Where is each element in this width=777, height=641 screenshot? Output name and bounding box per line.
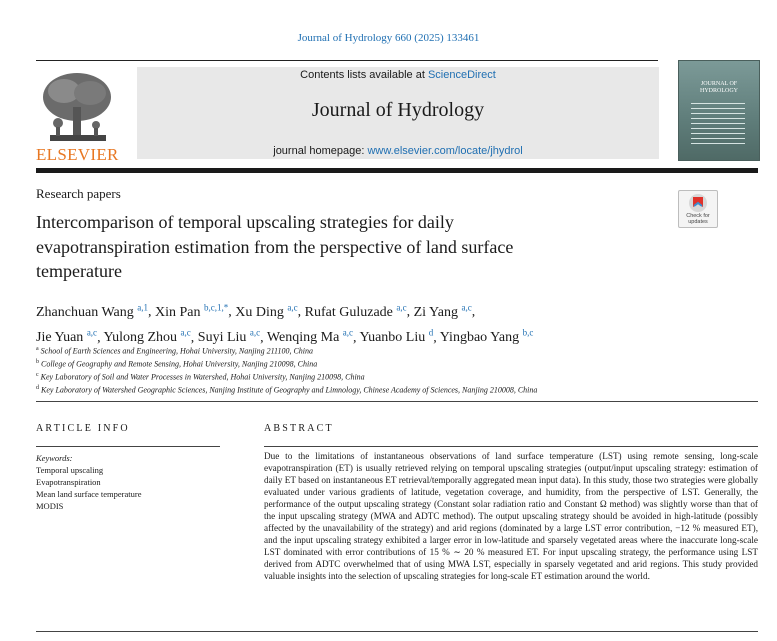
affiliation-key: d [36, 385, 39, 392]
affiliation-key: c [36, 372, 39, 379]
keyword-item[interactable]: Evapotranspiration [36, 477, 101, 487]
section-rule [36, 401, 758, 402]
author-list: Zhanchuan Wang $^{a,1}$, Xin Pan $^{b,c,1,*}$, Xu Ding $^{a,c}$, Rufat Guluzade $^{a,c}$, Zi Yang $^{a,c}$, Jie Yuan $^{a,c}$, Yulong Zhou $^{a,c}$, Suyi Liu $^{a,c}$, Wenqing Ma $^{a,c}$, Yuanbo Liu $^d$, Yingbao Yang $^{b,c}$ [36, 302, 534, 346]
cover-title: JOURNAL OF HYDROLOGY [700, 81, 738, 94]
sciencedirect-link[interactable]: ScienceDirect [427, 69, 496, 81]
author[interactable] [36, 302, 148, 320]
author-name: Wenqing Ma [266, 330, 340, 346]
keywords-label: Keywords: [36, 453, 73, 463]
author-affiliation-marker[interactable]: a,c [86, 327, 98, 338]
keyword-item[interactable]: MODIS [36, 501, 64, 511]
elsevier-logo[interactable] [36, 67, 118, 165]
affiliation-key: b [36, 359, 39, 366]
author-affiliation-marker[interactable]: b,c,1,* [204, 302, 229, 312]
cover-contents-lines [691, 103, 745, 148]
author-affiliation-marker[interactable]: a,c [342, 327, 354, 338]
abstract-heading: ABSTRACT [264, 423, 334, 434]
bottom-rule [36, 631, 758, 632]
affiliation-text: Key Laboratory of Watershed Geographic Sciences, Nanjing Institute of Geography and Limnology, Chinese Academy of Sciences, Nanjing 210008, China [39, 386, 538, 396]
article-info-rule [36, 446, 220, 447]
author[interactable] [413, 302, 472, 320]
article-section: Research papers [36, 186, 121, 201]
author-affiliation-marker[interactable]: a,c [396, 302, 407, 312]
header-thick-rule [36, 168, 758, 173]
abstract-text: Due to the limitations of instantaneous observations of land surface temperature (LST) using remote sensing, long-scale evapotranspiration (ET) is usually retrieved relying on temporal upscaling strategies (output/input upscaling strategy: estimation of daily ET based on instantaneous ET retrieval/temporally aggregated mean input data). In this study, those two strategies were globally evaluated under various gradients of latitude, vegetation coverage, and humidity, from the perspective of LST. Generally, the performance of the output upscaling strategy (Constant solar radiation ratio and Constant Ω method) was slightly worse than that of the input upscaling strategy (MWA and ADTC method). The output upscaling strategy should be avoided in high-latitude (possibly affected by the unavailability of the strategy) and arid regions (dominated by a large LST error contribution, −12 % measured ET), and the input upscaling strategy exhibited a larger error in low-latitude and sparsely vegetated areas where the inaccurate long-scale LST dominated with error contributions of 15 % ∼ 20 % measured ET. For input upscaling strategy, the performance using LST derived from ADTC overwhelmed that of using MWA LST, especially in sparsely vegetated and arid regions. This study provided valuable insights into the selection of upscaling strategies for long-scale ET estimation around the world. [264, 451, 758, 581]
article-info-heading: ARTICLE INFO [36, 423, 130, 434]
affiliation-text: Key Laboratory of Soil and Water Processes in Watershed, Hohai University, Nanjing 210098, China [38, 372, 365, 382]
journal-header [36, 60, 758, 168]
author-name: Zhanchuan Wang [36, 304, 134, 320]
masthead-box [137, 67, 659, 159]
author-affiliation-marker[interactable]: a,c [180, 327, 191, 338]
affiliation-item [36, 370, 756, 383]
crossmark-label: Check for updates [686, 213, 710, 225]
author-name: Jie Yuan [36, 330, 84, 346]
journal-homepage-link[interactable]: www.elsevier.com/locate/jhydrol [367, 145, 523, 157]
author[interactable] [304, 302, 407, 320]
author[interactable] [155, 302, 229, 320]
affiliation-text: College of Geography and Remote Sensing, Hohai University, Nanjing 210098, China [39, 359, 318, 369]
affiliation-text: School of Earth Sciences and Engineering, Hohai University, Nanjing 211100, China [38, 346, 314, 356]
homepage-line [137, 145, 659, 157]
contents-prefix: Contents lists available at [300, 69, 428, 81]
abstract-rule [264, 446, 758, 447]
author-name: Xin Pan [155, 304, 201, 320]
publisher-name: ELSEVIER [36, 145, 119, 164]
journal-cover-thumbnail[interactable] [678, 60, 760, 161]
affiliation-item [36, 357, 756, 370]
affiliation-key: a [36, 346, 39, 352]
contents-line [137, 69, 659, 81]
tree-of-knowledge-icon [36, 67, 118, 145]
journal-name: Journal of Hydrology [311, 99, 485, 121]
affiliation-list [36, 344, 756, 397]
header-rule [36, 60, 658, 61]
check-for-updates-badge[interactable] [678, 190, 718, 228]
author-name: Xu Ding [235, 304, 284, 320]
author-affiliation-marker[interactable]: b,c [522, 327, 534, 338]
author-name: Yuanbo Liu [359, 330, 426, 346]
journal-citation-link[interactable]: Journal of Hydrology 660 (2025) 133461 [297, 32, 480, 44]
author-name: Zi Yang [413, 304, 458, 320]
affiliation-item [36, 344, 756, 357]
author[interactable] [235, 302, 298, 320]
author-name: Yingbao Yang [439, 330, 520, 346]
author-affiliation-marker[interactable]: a,c [249, 327, 261, 338]
article-title: Intercomparison of temporal upscaling strategies for daily evapotranspiration estimation from the perspective of land surface temperature [36, 212, 514, 281]
author-affiliation-marker[interactable]: a,c [461, 302, 472, 312]
keyword-item[interactable]: Mean land surface temperature [36, 489, 142, 499]
author-name: Rufat Guluzade [304, 304, 393, 320]
author-affiliation-marker[interactable]: a,c [287, 302, 298, 312]
author-affiliation-marker[interactable]: a,1 [137, 302, 148, 312]
author-name: Yulong Zhou [103, 330, 178, 346]
keywords-block [36, 452, 220, 512]
crossmark-icon [679, 191, 717, 215]
affiliation-item [36, 383, 756, 396]
author-affiliation-marker[interactable]: d [428, 327, 434, 338]
keyword-item[interactable]: Temporal upscaling [36, 465, 104, 475]
author-name: Suyi Liu [197, 330, 247, 346]
homepage-prefix: journal homepage: [273, 145, 368, 157]
